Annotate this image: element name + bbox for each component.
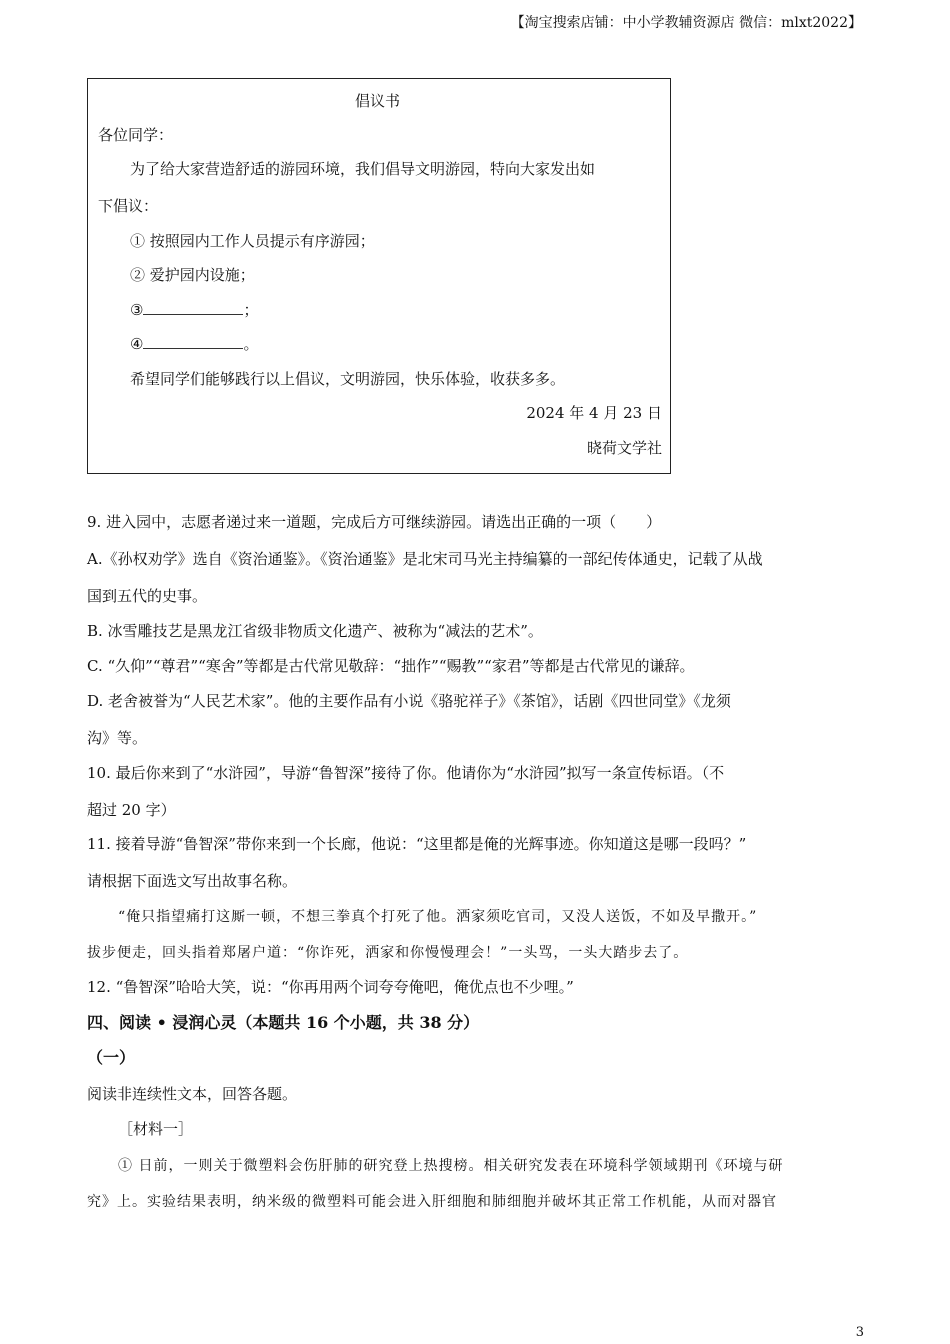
q9-option-a: A.《孙权劝学》选自《资治通鉴》。《资治通鉴》是北宋司马光主持编纂的一部纪传体通史，记载了从战: [87, 550, 763, 568]
q10-line-1: 10. 最后你来到了“水浒园”，导游“鲁智深”接待了你。他请你为“水浒园”拟写一条宣传标语。（不: [87, 764, 725, 782]
page-header: 【淘宝搜索店铺：中小学教辅资源店 微信：mlxt2022】: [510, 15, 862, 31]
item-3-suffix: ；: [243, 301, 259, 319]
material-para-2: 究》上。实验结果表明，纳米级的微塑料可能会进入肝细胞和肺细胞并破坏其正常工作机能，从而对器官: [87, 1194, 777, 1210]
proposal-date: 2024 年 4 月 23 日: [526, 404, 662, 422]
proposal-title: 倡议书: [355, 92, 401, 110]
proposal-item-4: [130, 334, 258, 354]
q9-option-b: B. 冰雪雕技艺是黑龙江省级非物质文化遗产、被称为“减法的艺术”。: [87, 622, 543, 640]
material-para-1: ① 日前，一则关于微塑料会伤肝肺的研究登上热搜榜。相关研究发表在环境科学领域期刊《环境与研: [118, 1158, 784, 1174]
q9-option-d-cont: 沟》等。: [87, 729, 148, 747]
q11-quote-2: 拔步便走，回头指着郑屠户道：“你诈死，洒家和你慢慢理会！”一头骂，一头大踏步去了。: [87, 945, 689, 961]
proposal-intro-2: 下倡议：: [98, 197, 159, 215]
reading-instruction: 阅读非连续性文本，回答各题。: [87, 1085, 298, 1103]
proposal-item-2: ② 爱护园内设施；: [130, 266, 255, 284]
proposal-item-1: ① 按照园内工作人员提示有序游园；: [130, 232, 375, 250]
page-number: 3: [855, 1325, 864, 1340]
section-sub: （一）: [87, 1048, 136, 1067]
item-4-suffix: 。: [243, 335, 259, 353]
item-4-prefix: ④: [130, 335, 144, 353]
item-3-prefix: ③: [130, 301, 144, 319]
q9-stem: 9. 进入园中，志愿者递过来一道题，完成后方可继续游园。请选出正确的一项（ ）: [87, 513, 662, 531]
q11-line-2: 请根据下面选文写出故事名称。: [87, 872, 298, 890]
section-heading: 四、阅读 • 浸润心灵（本题共 16 个小题，共 38 分）: [87, 1013, 480, 1032]
proposal-greeting: 各位同学：: [98, 126, 174, 144]
q9-option-c: C. “久仰”“尊君”“寒舍”等都是古代常见敬辞：“拙作”“赐教”“家君”等都是古代常见的谦辞。: [87, 657, 695, 675]
q12: 12. “鲁智深”哈哈大笑，说：“你再用两个词夸夸俺吧，俺优点也不少哩。”: [87, 978, 574, 996]
proposal-signature: 晓荷文学社: [586, 439, 662, 457]
q11-quote-1: “俺只指望痛打这厮一顿，不想三拳真个打死了他。洒家须吃官司，又没人送饭，不如及早撒开。”: [118, 909, 758, 925]
proposal-intro-1: 为了给大家营造舒适的游园环境，我们倡导文明游园，特向大家发出如: [130, 160, 596, 178]
material-label: ［材料一］: [118, 1120, 194, 1138]
proposal-item-3: [130, 300, 258, 320]
q11-line-1: 11. 接着导游“鲁智深”带你来到一个长廊，他说：“这里都是俺的光辉事迹。你知道这是哪一段吗？”: [87, 835, 747, 853]
proposal-closing: 希望同学们能够践行以上倡议，文明游园，快乐体验，收获多多。: [130, 370, 566, 388]
q9-option-a-cont: 国到五代的史事。: [87, 587, 208, 605]
item-3-blank[interactable]: [143, 300, 243, 315]
item-4-blank[interactable]: [143, 334, 243, 349]
q10-line-2: 超过 20 字）: [87, 801, 176, 819]
q9-option-d: D. 老舍被誉为“人民艺术家”。他的主要作品有小说《骆驼祥子》《茶馆》，话剧《四世同堂》《龙须: [87, 692, 731, 710]
